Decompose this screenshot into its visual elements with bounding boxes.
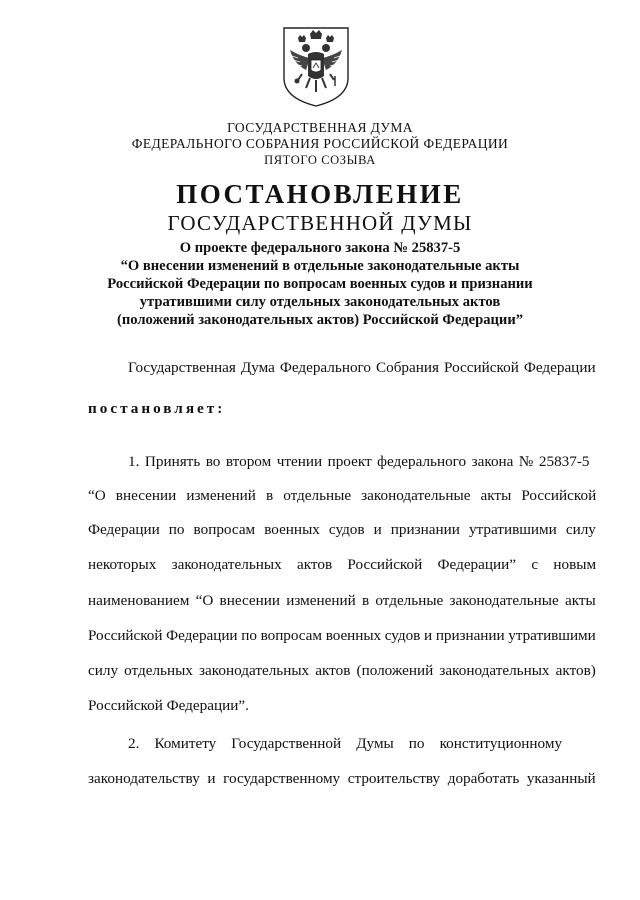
item1-line-3: Федерации по вопросам военных судов и признании утратившими силу [88, 521, 596, 538]
subject-line-5: (положений законодательных актов) Российской Федерации” [116, 312, 524, 328]
item1-line-4: некоторых законодательных актов Российской Федерации” с новым [88, 556, 597, 573]
item1-line-6: Российской Федерации по вопросам военных судов и признании утратившими [88, 627, 596, 644]
item1-line-1: 1. Принять во втором чтении проект федерального закона № 25837-5 [128, 453, 590, 470]
item1-line-2: “О внесении изменений в отдельные законодательные акты Российской [88, 487, 597, 504]
subject-line-1: О проекте федерального закона № 25837-5 [179, 240, 461, 256]
item2-line-1: 2. Комитету Государственной Думы по конституционному [128, 735, 563, 752]
header-line-1: ГОСУДАРСТВЕННАЯ ДУМА [227, 120, 413, 135]
header-line-3: ПЯТОГО СОЗЫВА [264, 153, 376, 167]
subject-line-4: утратившими силу отдельных законодательных актов [139, 294, 501, 310]
item1-line-7: силу отдельных законодательных актов (положений законодательных актов) [88, 662, 596, 679]
subject-line-3: Российской Федерации по вопросам военных судов и признании [107, 276, 533, 292]
document-title: ПОСТАНОВЛЕНИЕ [176, 179, 464, 209]
document-subtitle: ГОСУДАРСТВЕННОЙ ДУМЫ [167, 211, 473, 235]
header-line-2: ФЕДЕРАЛЬНОГО СОБРАНИЯ РОССИЙСКОЙ ФЕДЕРАЦИИ [131, 136, 509, 151]
item1-line-8: Российской Федерации”. [88, 697, 249, 714]
item1-line-5: наименованием “О внесении изменений в отдельные законодательные акты [88, 592, 596, 609]
preamble-line: Государственная Дума Федерального Собрания Российской Федерации [128, 359, 596, 376]
decides-label: постановляет: [88, 400, 226, 417]
coat-of-arms-icon [280, 24, 352, 108]
subject-line-2: “О внесении изменений в отдельные законодательные акты [120, 258, 520, 274]
item2-line-2: законодательству и государственному строительству доработать указанный [88, 770, 596, 787]
